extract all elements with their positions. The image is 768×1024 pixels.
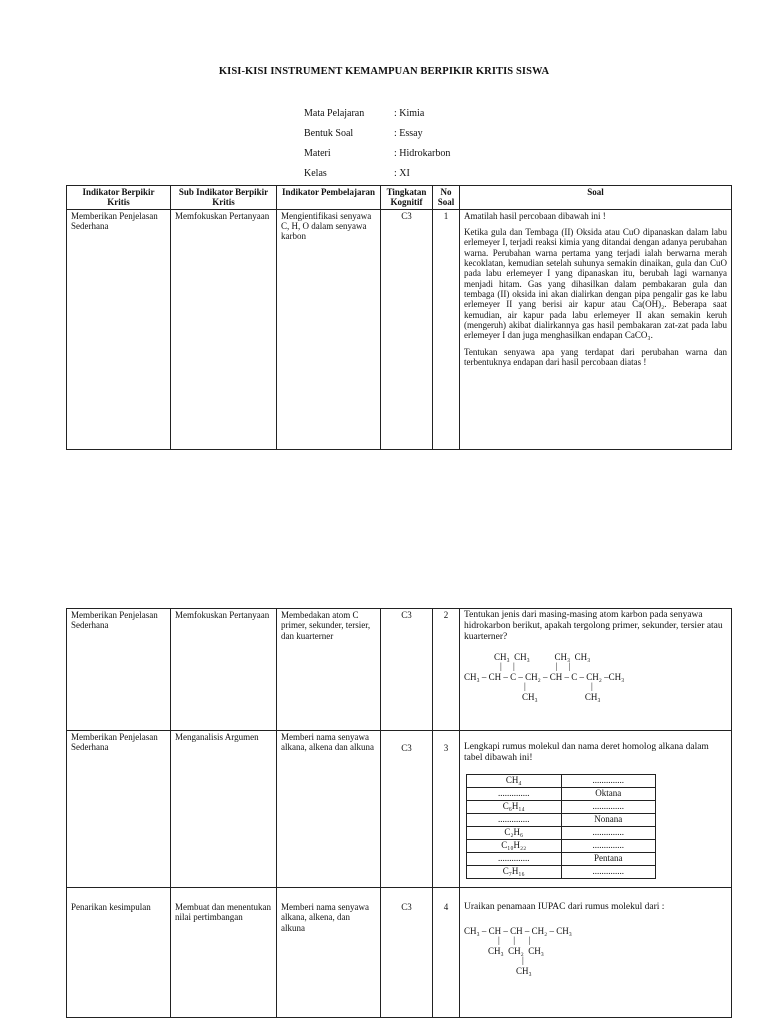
table-header-row: Indikator Berpikir Kritis Sub Indikator Berpikir Kritis Indikator Pembelajaran Tingkatan Kognitif No Soal Soal — [67, 186, 732, 210]
structural-formula: CH₃ CH₃ CH₃ CH₃ | | | | CH₃ – CH – C – CH₂ – CH – C – CH₂ –CH₃ | | CH₃ CH₃ — [464, 651, 625, 702]
homolog-row: C₁₀H₂₂ .............. — [467, 839, 656, 852]
homolog-row: .............. Nonana — [467, 813, 656, 826]
soal-cell: Lengkapi rumus molekul dan nama deret homolog alkana dalam tabel dibawah ini! CH₄ .............. .............. Oktana C₆H₁₄ .............. .............. Nonana C₂H₆ .............. C₁₀H₂₂ .............. .............. Pentana C₇H₁₆ .............. — [460, 731, 732, 888]
table-row: Memberikan Penjelasan Sederhana Memfokuskan Pertanyaan Mengientifikasi senyawa C, H, O dalam senyawa karbon C3 1 Amatilah hasil percobaan dibawah ini ! Ketika gula dan Tembaga (II) Oksida atau CuO dipanaskan dalam labu erlemeyer I, terjadi reaksi kimia yang ditandai dengan adanya perubahan warna. Perubahan warna pertama yang terjadi ialah berwarna merah kecoklatan, kemudian setelah suhunya semakin dinaikan, gula dan CuO pada labu erlemeyer I yang dipanaskan itu, berubah lagi warnanya menjadi hitam. Gas yang dihasilkan dalam pembakaran gula dan tembaga (II) oksida ini akan dialirkan dengan pipa pengalir gas ke labu erlemeyer II yang berisi air kapur atau Ca(OH)₂. Beberapa saat kemudian, air kapur pada labu erlemeyer II akan semakin keruh (mengeruh) akibat dialirkannya gas hasil pembakaran zat-zat pada labu erlemeyer I dan juga menghasilkan endapan CaCO₃. Tentukan senyawa apa yang terdapat dari perubahan warna dan terbentuknya endapan dari hasil percobaan diatas ! — [67, 209, 732, 449]
soal-cell: Uraikan penamaan IUPAC dari rumus molekul dari : CH₃ – CH – CH – CH₂ – CH₃ | | | CH₃ CH₂ CH₃ | CH₃ — [460, 888, 732, 1018]
homolog-row: .............. Pentana — [467, 852, 656, 865]
homolog-row: C₇H₁₆ .............. — [467, 865, 656, 878]
meta-info: Mata Pelajaran : Kimia Bentuk Soal : Essay Materi : Hidrokarbon Kelas : XI — [304, 108, 451, 179]
homolog-row: C₆H₁₄ .............. — [467, 800, 656, 813]
table-row: Memberikan Penjelasan Sederhana Menganalisis Argumen Memberi nama senyawa alkana, alkena dan alkuna C3 3 Lengkapi rumus molekul dan nama deret homolog alkana dalam tabel dibawah ini! CH₄ .............. .............. Oktana C₆H₁₄ .............. .............. Nonana C₂H₆ .............. C₁₀H₂₂ .............. .............. Pentana C₇H₁₆ .............. — [67, 731, 732, 888]
document-title: KISI-KISI INSTRUMENT KEMAMPUAN BERPIKIR KRITIS SISWA — [218, 66, 550, 77]
homolog-table — [466, 774, 656, 879]
soal-cell: Amatilah hasil percobaan dibawah ini ! Ketika gula dan Tembaga (II) Oksida atau CuO dipanaskan dalam labu erlemeyer I, terjadi reaksi kimia yang ditandai dengan adanya perubahan warna. Perubahan warna pertama yang terjadi ialah berwarna merah kecoklatan, kemudian setelah suhunya semakin dinaikan, gula dan CuO pada labu erlemeyer I yang dipanaskan itu, berubah lagi warnanya menjadi hitam. Gas yang dihasilkan dalam pembakaran gula dan tembaga (II) oksida ini akan dialirkan dengan pipa pengalir gas ke labu erlemeyer II yang berisi air kapur atau Ca(OH)₂. Beberapa saat kemudian, air kapur pada labu erlemeyer II akan semakin keruh (mengeruh) akibat dialirkannya gas hasil pembakaran zat-zat pada labu erlemeyer I dan juga menghasilkan endapan CaCO₃. Tentukan senyawa apa yang terdapat dari perubahan warna dan terbentuknya endapan dari hasil percobaan diatas ! — [460, 209, 732, 449]
structural-formula: CH₃ – CH – CH – CH₂ – CH₃ | | | CH₃ CH₂ CH₃ | CH₃ — [464, 925, 572, 976]
homolog-row: .............. Oktana — [467, 787, 656, 800]
soal-cell: Tentukan jenis dari masing-masing atom karbon pada senyawa hidrokarbon berikut, apakah tergolong primer, sekunder, tersier atau kuarterner? CH₃ CH₃ CH₃ CH₃ | | | | CH₃ – CH – C – CH₂ – CH – C – CH₂ –CH₃ | | CH₃ CH₃ — [460, 609, 732, 731]
kisi-table-2 — [66, 608, 732, 1018]
table-row: Penarikan kesimpulan Membuat dan menentukan nilai pertimbangan Memberi nama senyawa alkana, alkena, dan alkuna C3 4 Uraikan penamaan IUPAC dari rumus molekul dari : CH₃ – CH – CH – CH₂ – CH₃ | | | CH₃ CH₂ CH₃ | CH₃ — [67, 888, 732, 1018]
homolog-row: CH₄ .............. — [467, 774, 656, 787]
kisi-table-1 — [66, 185, 732, 450]
homolog-row: C₂H₆ .............. — [467, 826, 656, 839]
table-row: Memberikan Penjelasan Sederhana Memfokuskan Pertanyaan Membedakan atom C primer, sekunder, tersier, dan kuarterner C3 2 Tentukan jenis dari masing-masing atom karbon pada senyawa hidrokarbon berikut, apakah tergolong primer, sekunder, tersier atau kuarterner? CH₃ CH₃ CH₃ CH₃ | | | | CH₃ – CH – C – CH₂ – CH – C – CH₂ –CH₃ | | CH₃ CH₃ — [67, 609, 732, 731]
